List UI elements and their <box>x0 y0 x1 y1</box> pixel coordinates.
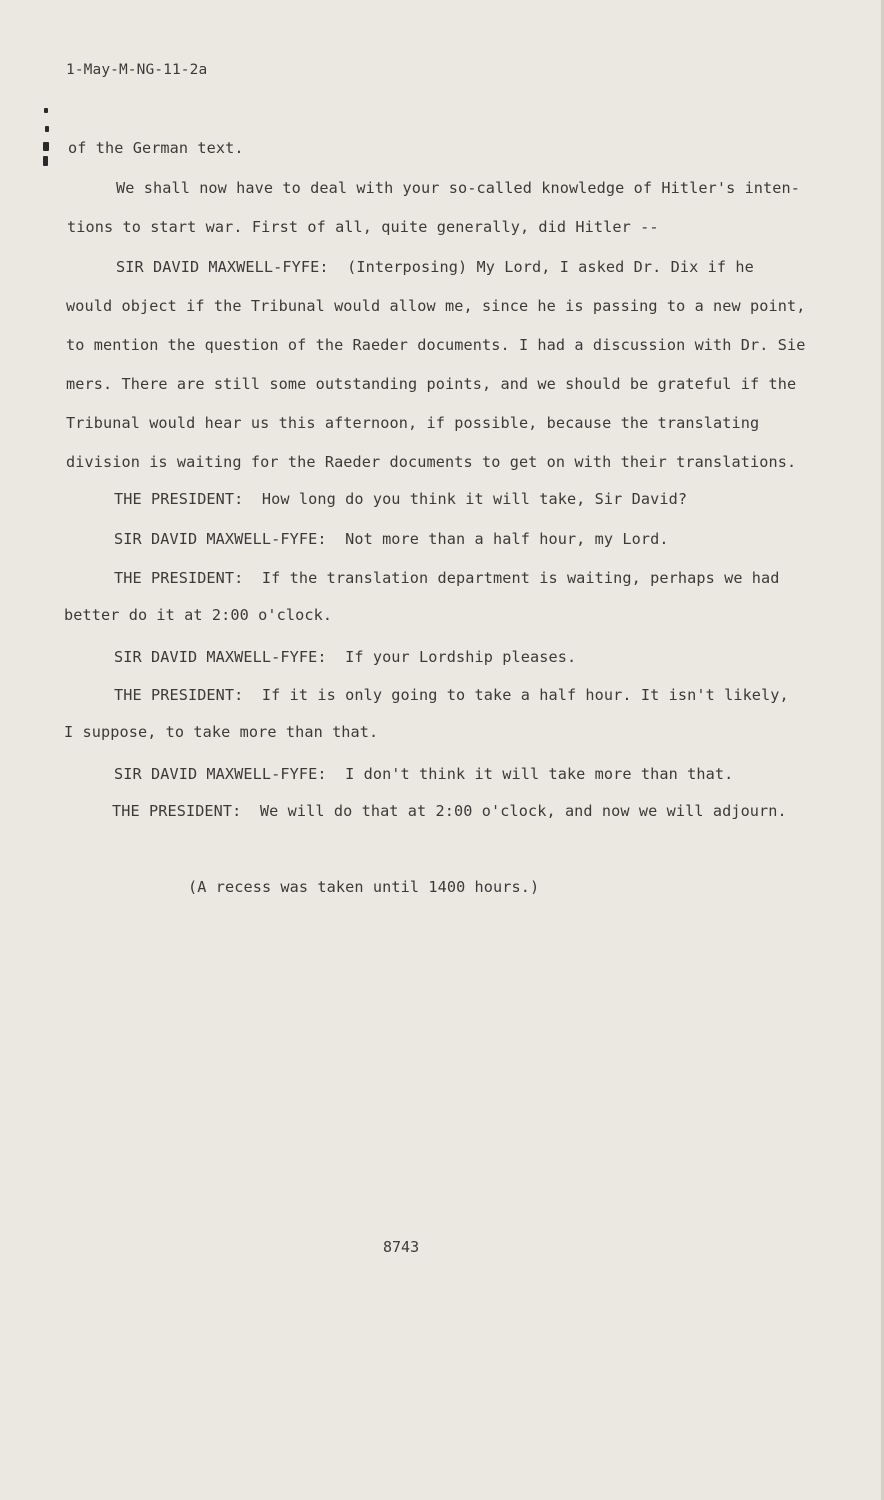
text-line: to mention the question of the Raeder documents. I had a discussion with Dr. Sie <box>66 336 806 354</box>
page-number: 8743 <box>383 1238 420 1256</box>
text-line: tions to start war. First of all, quite generally, did Hitler -- <box>67 218 659 236</box>
document-header: 1-May-M-NG-11-2a <box>66 62 208 78</box>
text-line: SIR DAVID MAXWELL-FYFE: Not more than a half hour, my Lord. <box>114 530 669 548</box>
text-line: division is waiting for the Raeder documents to get on with their translations. <box>66 453 797 471</box>
text-line: THE PRESIDENT: If the translation department is waiting, perhaps we had <box>114 569 780 587</box>
text-line: We shall now have to deal with your so-called knowledge of Hitler's inten- <box>116 179 801 197</box>
text-line: better do it at 2:00 o'clock. <box>64 606 333 624</box>
text-line: THE PRESIDENT: How long do you think it will take, Sir David? <box>114 490 688 508</box>
text-line: mers. There are still some outstanding points, and we should be grateful if the <box>66 375 797 393</box>
text-line: of the German text. <box>68 139 244 157</box>
punch-marks <box>40 104 52 174</box>
text-line: SIR DAVID MAXWELL-FYFE: (Interposing) My Lord, I asked Dr. Dix if he <box>116 258 754 276</box>
text-line: would object if the Tribunal would allow me, since he is passing to a new point, <box>66 297 806 315</box>
text-line: SIR DAVID MAXWELL-FYFE: If your Lordship pleases. <box>114 648 577 666</box>
text-line: I suppose, to take more than that. <box>64 723 379 741</box>
text-line: SIR DAVID MAXWELL-FYFE: I don't think it will take more than that. <box>114 765 734 783</box>
recess-note: (A recess was taken until 1400 hours.) <box>188 878 540 896</box>
text-line: Tribunal would hear us this afternoon, if possible, because the translating <box>66 414 760 432</box>
text-line: THE PRESIDENT: If it is only going to take a half hour. It isn't likely, <box>114 686 789 704</box>
text-line: THE PRESIDENT: We will do that at 2:00 o'clock, and now we will adjourn. <box>112 802 787 820</box>
